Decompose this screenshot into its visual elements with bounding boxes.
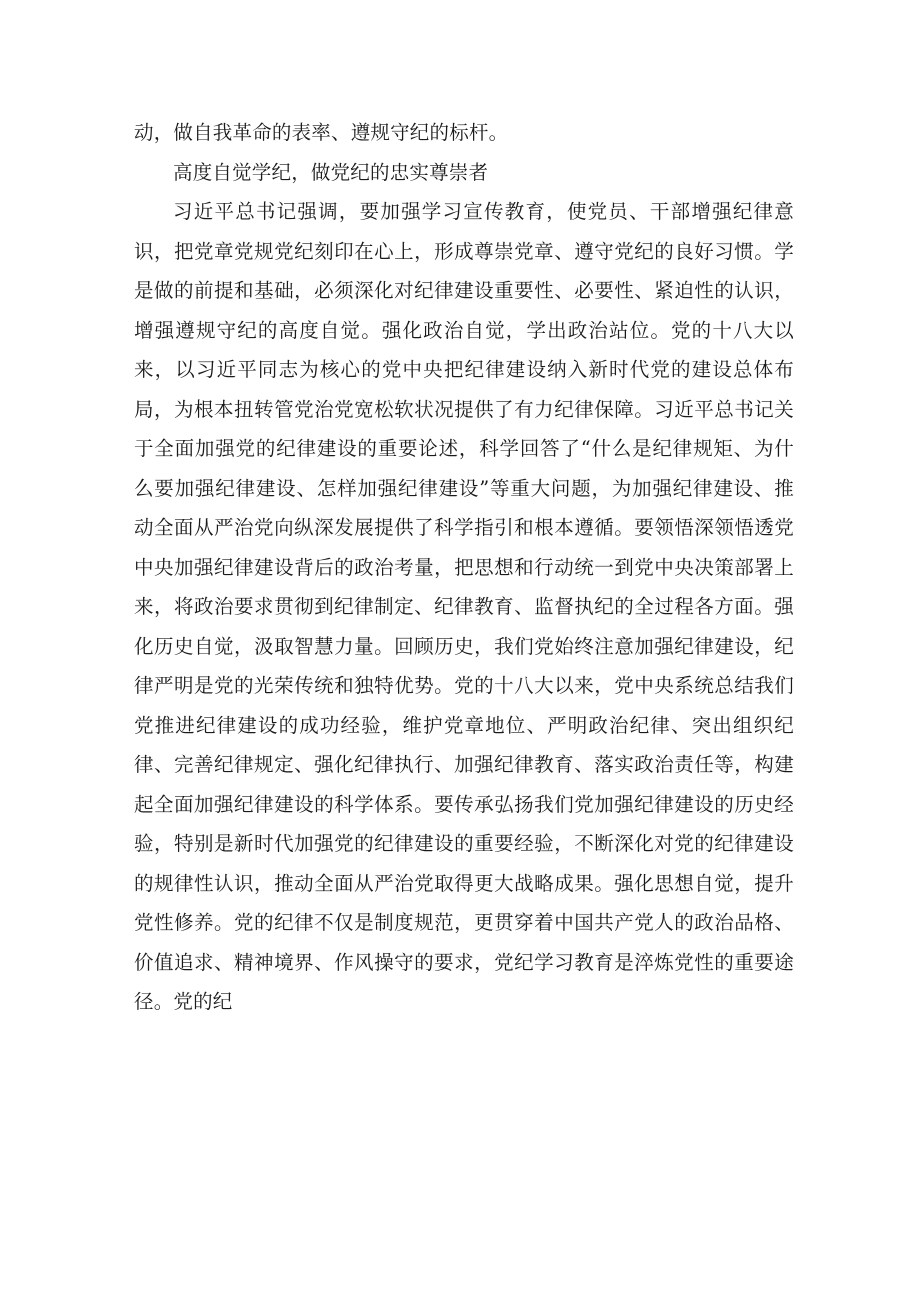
section-heading: 高度自觉学纪，做党纪的忠实尊崇者 xyxy=(173,160,489,184)
body-paragraph: 习近平总书记强调，要加强学习宣传教育，使党员、干部增强纪律意识，把党章党规党纪刻印在心上，形成尊崇党章、遵守党纪的良好习惯。学是做的前提和基础，必须深化对纪律建设重要性、必要性、紧迫性的认识，增强遵规守纪的高度自觉。强化政治自觉，学出政治站位。党的十八大以来，以习近平同志为核心的党中央把纪律建设纳入新时代党的建设总体布局，为根本扭转管党治党宽松软状况提供了有力纪律保障。习近平总书记关于全面加强党的纪律建设的重要论述，科学回答了“什么是纪律规矩、为什么要加强纪律建设、怎样加强纪律建设”等重大问题，为加强纪律建设、推动全面从严治党向纵深发展提供了科学指引和根本遵循。要领悟深领悟透党中央加强纪律建设背后的政治考量，把思想和行动统一到党中央决策部署上来，将政治要求贯彻到纪律制定、纪律教育、监督执纪的全过程各方面。强化历史自觉，汲取智慧力量。回顾历史，我们党始终注意加强纪律建设，纪律严明是党的光荣传统和独特优势。党的十八大以来，党中央系统总结我们党推进纪律建设的成功经验，维护党章地位、严明政治纪律、突出组织纪律、完善纪律规定、强化纪律执行、加强纪律教育、落实政治责任等，构建起全面加强纪律建设的科学体系。要传承弘扬我们党加强纪律建设的历史经验，特别是新时代加强党的纪律建设的重要经验，不断深化对党的纪律建设的规律性认识，推动全面从严治党取得更大战略成果。强化思想自觉，提升党性修养。党的纪律不仅是制度规范，更贯穿着中国共产党人的政治品格、价值追求、精神境界、作风操守的要求，党纪学习教育是淬炼党性的重要途径。党的纪 xyxy=(134,200,794,1013)
document-body xyxy=(134,113,794,1022)
continuation-paragraph: 动，做自我革命的表率、遵规守纪的标杆。 xyxy=(134,121,509,144)
